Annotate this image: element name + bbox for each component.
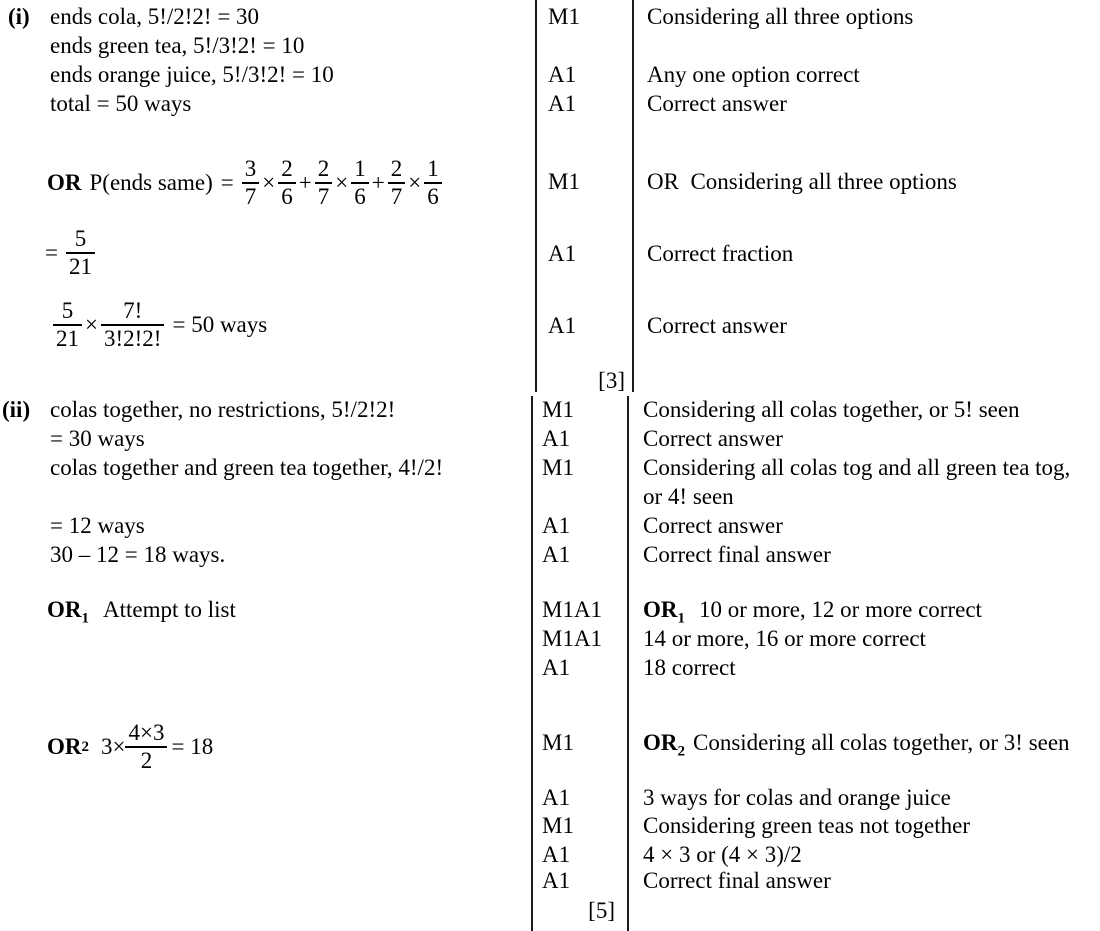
equals-sign: = bbox=[45, 240, 58, 265]
mark-code: A1 bbox=[548, 313, 577, 338]
mark-code: M1A1 bbox=[542, 597, 603, 622]
work-line: colas together and green tea together, 4!/2! bbox=[50, 455, 444, 480]
mark-comment: Considering all colas together, or 5! seen bbox=[643, 397, 1020, 422]
section-total-marks: [3] bbox=[598, 368, 625, 393]
work-line: colas together, no restrictions, 5!/2!2! bbox=[50, 397, 396, 422]
mark-comment: Any one option correct bbox=[647, 62, 860, 87]
mark-code: A1 bbox=[542, 868, 571, 893]
mark-code: M1 bbox=[548, 169, 580, 194]
or-probability-expression bbox=[47, 155, 442, 211]
mark-code: A1 bbox=[542, 513, 571, 538]
mark-code: A1 bbox=[548, 62, 577, 87]
or2-subscript: 2 bbox=[677, 743, 685, 760]
or1-keyword: OR bbox=[643, 597, 678, 622]
mark-comment: 18 correct bbox=[643, 655, 736, 680]
section-ii-rule-right bbox=[627, 396, 629, 931]
work-line: = 12 ways bbox=[50, 513, 145, 538]
part-label-ii: (ii) bbox=[2, 397, 31, 422]
mark-comment: Considering all three options bbox=[647, 4, 914, 29]
mark-code: A1 bbox=[542, 655, 571, 680]
section-total-marks: [5] bbox=[588, 898, 615, 923]
or2-keyword: OR bbox=[643, 730, 678, 755]
fraction: $\frac{7!}{3!2!2!}$ bbox=[101, 298, 164, 352]
mark-comment: Correct final answer bbox=[643, 542, 831, 567]
fraction: $\frac{1}{6}$ bbox=[351, 156, 369, 210]
work-line: = 30 ways bbox=[50, 426, 145, 451]
mark-code: M1A1 bbox=[542, 626, 603, 651]
mark-comment: Correct fraction bbox=[647, 241, 794, 266]
or2-keyword: OR bbox=[47, 734, 82, 759]
mark-code: M1 bbox=[542, 397, 574, 422]
mark-comment: Correct answer bbox=[643, 426, 783, 451]
section-ii-rule-left bbox=[531, 396, 533, 931]
mark-code: M1 bbox=[542, 813, 574, 838]
result-fraction-line bbox=[45, 225, 95, 281]
part-label-i: (i) bbox=[8, 4, 30, 29]
mark-code: A1 bbox=[542, 542, 571, 567]
plus-operator: + bbox=[371, 170, 385, 195]
times-operator: × bbox=[408, 170, 422, 195]
work-line: ends orange juice, 5!/3!2! = 10 bbox=[50, 62, 334, 87]
or1-keyword: OR bbox=[47, 597, 82, 622]
expression-lhs: P(ends same) bbox=[89, 170, 213, 195]
or2-prefix: 3× bbox=[101, 734, 126, 759]
mark-code: A1 bbox=[542, 426, 571, 451]
mark-comment: $OR_1$ 10 or more, 12 or more correct bbox=[643, 597, 982, 627]
mark-comment: Correct final answer bbox=[643, 868, 831, 893]
mark-comment: 4 × 3 or (4 × 3)/2 bbox=[643, 842, 802, 867]
fraction: $\frac{5}{21}$ bbox=[53, 298, 82, 352]
ways-expression-line bbox=[53, 297, 267, 353]
mark-code: M1 bbox=[542, 730, 574, 755]
mark-code: M1 bbox=[542, 455, 574, 480]
or2-result: = 18 bbox=[171, 734, 214, 759]
ways-result: = 50 ways bbox=[172, 312, 268, 337]
mark-code: A1 bbox=[542, 842, 571, 867]
mark-code: A1 bbox=[548, 91, 577, 116]
mark-comment: or 4! seen bbox=[643, 484, 734, 509]
or2-expression-line: OR 2 3× $\frac{4\times 3}{2}$ = 18 bbox=[47, 720, 214, 773]
section-i-rule-right bbox=[632, 0, 634, 392]
mark-comment: 3 ways for colas and orange juice bbox=[643, 785, 951, 810]
mark-comment: $OR_2$ Considering all colas together, or 3! seen bbox=[643, 730, 1070, 760]
work-line: 30 – 12 = 18 ways. bbox=[50, 542, 226, 567]
times-operator: × bbox=[85, 312, 98, 337]
mark-comment: Correct answer bbox=[647, 313, 787, 338]
fraction: $\frac{1}{6}$ bbox=[424, 156, 442, 210]
mark-comment: Considering all colas tog and all green tea tog, bbox=[643, 455, 1071, 480]
fraction: $\frac{4\times 3}{2}$ bbox=[125, 720, 167, 774]
fraction: $\frac{2}{7}$ bbox=[315, 156, 333, 210]
equals-sign: = bbox=[220, 170, 234, 195]
mark-comment: Considering green teas not together bbox=[643, 813, 971, 838]
work-line: total = 50 ways bbox=[50, 91, 192, 116]
mark-comment: Correct answer bbox=[643, 513, 783, 538]
mark-comment: OR Considering all three options bbox=[647, 169, 957, 194]
mark-code: A1 bbox=[542, 785, 571, 810]
mark-comment: Correct answer bbox=[647, 91, 787, 116]
section-i-rule-left bbox=[535, 0, 537, 392]
or-keyword: OR bbox=[47, 170, 82, 195]
or1-subscript: 1 bbox=[81, 610, 89, 627]
work-line: ends green tea, 5!/3!2! = 10 bbox=[50, 33, 305, 58]
plus-operator: + bbox=[298, 170, 312, 195]
mark-code: M1 bbox=[548, 4, 580, 29]
or1-work-line: $OR_1$ Attempt to list bbox=[47, 597, 236, 627]
fraction: $\frac{5}{21}$ bbox=[66, 226, 95, 280]
fraction: $\frac{3}{7}$ bbox=[242, 156, 260, 210]
or1-subscript: 1 bbox=[677, 610, 685, 627]
times-operator: × bbox=[262, 170, 276, 195]
mark-code: A1 bbox=[548, 241, 577, 266]
times-operator: × bbox=[335, 170, 349, 195]
mark-comment: 14 or more, 16 or more correct bbox=[643, 626, 926, 651]
work-line: ends cola, 5!/2!2! = 30 bbox=[50, 4, 260, 29]
fraction: $\frac{2}{6}$ bbox=[278, 156, 296, 210]
fraction: $\frac{2}{7}$ bbox=[388, 156, 406, 210]
